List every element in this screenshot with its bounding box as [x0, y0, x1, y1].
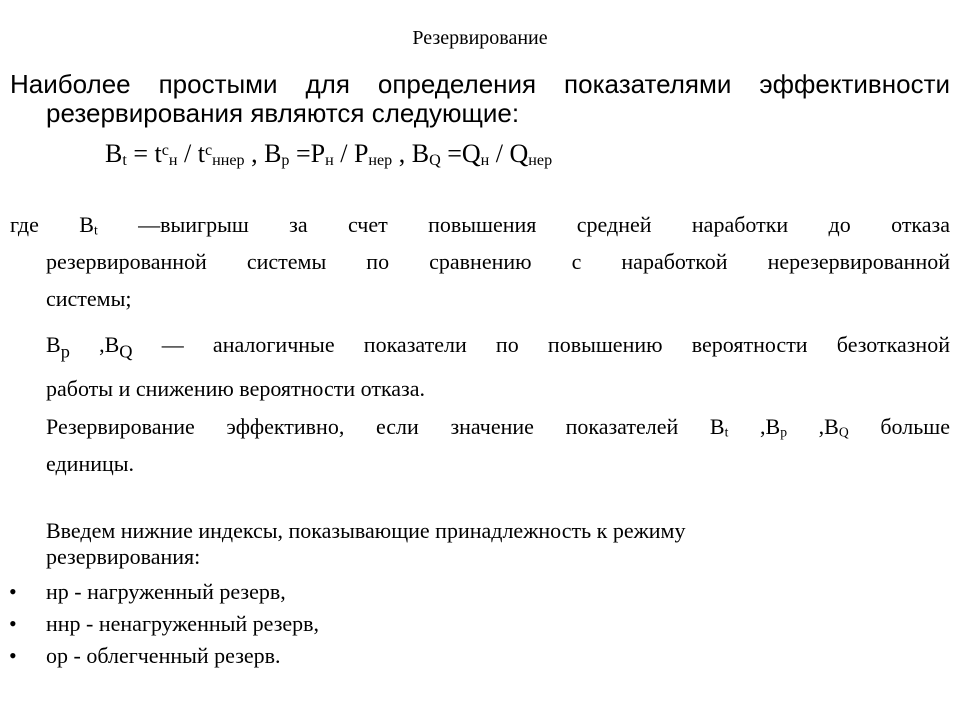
definition-lead: где B	[10, 212, 94, 237]
formula-bt-sub: t	[122, 151, 127, 169]
bullet-icon: •	[9, 579, 17, 604]
efficiency-text: ,B	[728, 414, 781, 439]
analog-text: — аналогичные показатели по повышению вероятности безотказной	[132, 332, 950, 357]
efficiency-line-2: единицы.	[46, 451, 135, 476]
mode-list	[0, 576, 960, 672]
formula-text: / P	[333, 139, 369, 168]
index-note-line-2: резервирования:	[46, 544, 201, 569]
list-item	[0, 576, 960, 608]
formula-text: =Q	[440, 139, 481, 168]
formula-sup: c	[204, 141, 213, 159]
definition-line-1	[10, 206, 950, 243]
list-item	[0, 640, 960, 672]
intro-line-2: резервирования являются следующие:	[46, 98, 520, 128]
efficiency-sub: p	[780, 424, 788, 440]
bullet-icon: •	[9, 611, 17, 636]
formula-sub: нер	[368, 151, 393, 169]
efficiency-paragraph	[46, 408, 950, 482]
analog-bp: B	[46, 332, 61, 357]
formula-text: = t	[126, 139, 162, 168]
efficiency-sub: Q	[838, 424, 849, 440]
slide-title: Резервирование	[412, 27, 548, 49]
analog-bp-sub: p	[60, 341, 70, 362]
analog-line-2: работы и снижению вероятности отказа.	[46, 376, 426, 402]
list-item-text: ор - облегченный резерв.	[46, 643, 281, 668]
formula-sub: н	[480, 151, 490, 169]
formula-sub: н	[325, 151, 334, 169]
formula-bt: B	[105, 139, 123, 168]
index-note-line-1: Введем нижние индексы, показывающие принадлежность к режиму	[46, 518, 686, 543]
list-item-text: ннр - ненагруженный резерв,	[46, 611, 320, 636]
definition-line-3: системы;	[46, 286, 132, 311]
formula-sub: нер	[528, 151, 553, 169]
formula-text: , B	[392, 139, 430, 168]
intro-paragraph	[10, 70, 950, 128]
formula-text: / Q	[489, 139, 529, 168]
definition-lead-sub: t	[93, 222, 98, 238]
formula-sub: ннер	[212, 151, 245, 169]
analog-bq-sub: Q	[119, 341, 133, 362]
formula-sup: c	[161, 141, 169, 159]
efficiency-text: больше	[848, 414, 950, 439]
analog-line-1	[46, 326, 950, 370]
index-note	[46, 518, 950, 570]
efficiency-line-1	[46, 408, 950, 445]
list-item	[0, 608, 960, 640]
intro-line-1: Наиболее простыми для определения показателями эффективности	[10, 69, 950, 99]
efficiency-sub: t	[724, 424, 729, 440]
formula-sub: н	[168, 151, 178, 169]
analog-bq: ,B	[69, 332, 120, 357]
list-item-text: нр - нагруженный резерв,	[46, 579, 286, 604]
efficiency-formula	[105, 138, 552, 170]
formula-sub: p	[281, 151, 290, 169]
formula-text: , B	[244, 139, 282, 168]
definition-line-2: резервированной системы по сравнению с наработкой нерезервированной	[46, 249, 950, 274]
analog-paragraph	[46, 326, 950, 407]
definition-text: —выигрыш за счет повышения средней наработки до отказа	[97, 212, 951, 237]
definition-paragraph	[10, 206, 950, 317]
formula-text: / t	[177, 139, 205, 168]
efficiency-text: ,B	[787, 414, 839, 439]
formula-text: =P	[289, 139, 326, 168]
formula-sub: Q	[429, 151, 441, 169]
efficiency-text: Резервирование эффективно, если значение показателей B	[46, 414, 725, 439]
bullet-icon: •	[9, 643, 17, 668]
